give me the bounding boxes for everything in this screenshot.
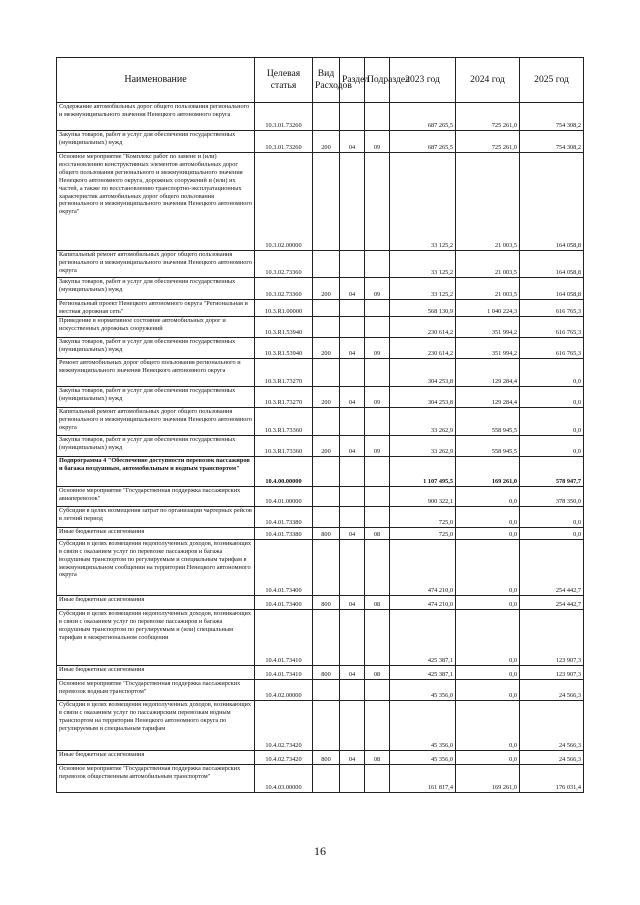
row-value-2024: 0,0 bbox=[456, 595, 520, 609]
row-target-article: 10.3.02.00000 bbox=[255, 153, 313, 251]
row-name: Иные бюджетные ассигнования bbox=[57, 750, 255, 764]
row-expense-type: 800 bbox=[313, 595, 340, 609]
row-section bbox=[340, 316, 365, 337]
row-name: Субсидии в целях возмещения недополученных доходов, возникающих в связи с оказанием услуг по перевозке пассажиров и багажа воздушным транспортом по регулируемым и специальным тарифам в межмуниципальном сообщении на территории Ненецкого автономного округа bbox=[57, 539, 255, 595]
row-section bbox=[340, 679, 365, 700]
row-subsection bbox=[365, 456, 390, 486]
row-section: 04 bbox=[340, 131, 365, 153]
row-value-2025: 123 907,3 bbox=[520, 609, 584, 665]
row-section bbox=[340, 506, 365, 527]
row-value-2023: 33 125,2 bbox=[390, 278, 456, 300]
row-target-article: 10.4.02.73420 bbox=[255, 700, 313, 750]
row-value-2025: 24 566,3 bbox=[520, 750, 584, 764]
row-value-2025: 578 947,7 bbox=[520, 456, 584, 486]
row-name: Иные бюджетные ассигнования bbox=[57, 665, 255, 679]
row-section bbox=[340, 153, 365, 251]
row-name: Закупка товаров, работ и услуг для обеспечения государственных (муниципальных) нужд bbox=[57, 278, 255, 300]
row-name: Закупка товаров, работ и услуг для обеспечения государственных (муниципальных) нужд bbox=[57, 386, 255, 407]
row-target-article: 10.3.R1.73270 bbox=[255, 358, 313, 386]
table-row bbox=[57, 300, 584, 317]
header-year-2025: 2025 год bbox=[520, 58, 584, 103]
row-value-2023: 425 387,1 bbox=[390, 665, 456, 679]
table-row bbox=[57, 750, 584, 764]
table-row bbox=[57, 665, 584, 679]
row-name: Ремонт автомобильных дорог общего пользования регионального и межмуниципального значения Ненецкого автономного округа bbox=[57, 358, 255, 386]
row-name: Содержание автомобильных дорог общего пользования регионального и межмуниципального значения Ненецкого автономного округа bbox=[57, 103, 255, 131]
table-row bbox=[57, 506, 584, 527]
row-subsection bbox=[365, 700, 390, 750]
row-value-2024: 0,0 bbox=[456, 486, 520, 506]
budget-table bbox=[56, 57, 584, 793]
table-row bbox=[57, 595, 584, 609]
table-row bbox=[57, 386, 584, 407]
row-expense-type: 800 bbox=[313, 750, 340, 764]
row-target-article: 10.3.02.73360 bbox=[255, 278, 313, 300]
row-section: 04 bbox=[340, 337, 365, 358]
row-value-2023: 230 614,2 bbox=[390, 337, 456, 358]
row-expense-type bbox=[313, 700, 340, 750]
row-value-2024: 129 284,4 bbox=[456, 358, 520, 386]
row-section bbox=[340, 358, 365, 386]
table-row bbox=[57, 337, 584, 358]
row-name: Основное мероприятие "Государственная поддержка пассажирских авиаперевозок" bbox=[57, 486, 255, 506]
table-row bbox=[57, 153, 584, 251]
row-section bbox=[340, 103, 365, 131]
row-subsection bbox=[365, 506, 390, 527]
row-target-article: 10.3.01.73260 bbox=[255, 131, 313, 153]
header-name: Наименование bbox=[57, 58, 255, 103]
row-value-2025: 0,0 bbox=[520, 358, 584, 386]
row-value-2024: 0,0 bbox=[456, 527, 520, 539]
row-expense-type: 800 bbox=[313, 665, 340, 679]
table-row bbox=[57, 131, 584, 153]
row-subsection bbox=[365, 486, 390, 506]
row-expense-type bbox=[313, 407, 340, 435]
row-expense-type bbox=[313, 300, 340, 317]
row-target-article: 10.4.01.73410 bbox=[255, 665, 313, 679]
row-section bbox=[340, 764, 365, 792]
table-body bbox=[57, 103, 584, 793]
row-value-2025: 164 058,8 bbox=[520, 153, 584, 251]
row-name: Основное мероприятие "Государственная поддержка пассажирских перевозок общественным автомобильным транспортом" bbox=[57, 764, 255, 792]
row-subsection bbox=[365, 764, 390, 792]
row-expense-type: 800 bbox=[313, 527, 340, 539]
row-value-2024: 0,0 bbox=[456, 665, 520, 679]
row-section bbox=[340, 700, 365, 750]
row-value-2023: 687 265,5 bbox=[390, 131, 456, 153]
row-section: 04 bbox=[340, 386, 365, 407]
row-name: Субсидии в целях возмещения недополученных доходов, возникающих в связи с оказанием услуг по пассажирским перевозкам водным транспортом на территории Ненецкого автономного округа по регулируемым и специальным тарифам bbox=[57, 700, 255, 750]
row-value-2024: 0,0 bbox=[456, 700, 520, 750]
row-target-article: 10.4.02.00000 bbox=[255, 679, 313, 700]
row-section: 04 bbox=[340, 595, 365, 609]
row-section bbox=[340, 539, 365, 595]
table-row bbox=[57, 251, 584, 278]
table-row bbox=[57, 609, 584, 665]
row-value-2024: 0,0 bbox=[456, 609, 520, 665]
row-target-article: 10.4.01.00000 bbox=[255, 486, 313, 506]
row-subsection bbox=[365, 300, 390, 317]
row-subsection bbox=[365, 407, 390, 435]
row-value-2023: 900 322,1 bbox=[390, 486, 456, 506]
row-value-2025: 616 765,3 bbox=[520, 316, 584, 337]
row-value-2023: 230 614,2 bbox=[390, 316, 456, 337]
row-value-2024: 21 003,5 bbox=[456, 278, 520, 300]
row-section bbox=[340, 251, 365, 278]
header-section: Раздел bbox=[340, 58, 365, 103]
table-row bbox=[57, 435, 584, 456]
row-value-2023: 304 253,8 bbox=[390, 386, 456, 407]
row-section: 04 bbox=[340, 435, 365, 456]
table-row bbox=[57, 316, 584, 337]
row-value-2024: 21 003,5 bbox=[456, 153, 520, 251]
row-value-2024: 558 945,5 bbox=[456, 435, 520, 456]
row-value-2023: 425 387,1 bbox=[390, 609, 456, 665]
table-row bbox=[57, 679, 584, 700]
row-value-2025: 24 566,3 bbox=[520, 679, 584, 700]
row-subsection bbox=[365, 358, 390, 386]
header-expense-type: Вид Расходов bbox=[313, 58, 340, 103]
row-name: Закупка товаров, работ и услуг для обеспечения государственных (муниципальных) нужд bbox=[57, 435, 255, 456]
row-name: Региональный проект Ненецкого автономного округа "Региональная и местная дорожная сеть" bbox=[57, 300, 255, 317]
row-value-2023: 568 130,9 bbox=[390, 300, 456, 317]
row-expense-type bbox=[313, 486, 340, 506]
row-value-2023: 725,0 bbox=[390, 506, 456, 527]
row-subsection bbox=[365, 316, 390, 337]
row-subsection bbox=[365, 103, 390, 131]
row-subsection: 08 bbox=[365, 750, 390, 764]
table-row bbox=[57, 764, 584, 792]
row-expense-type bbox=[313, 609, 340, 665]
row-value-2024: 725 261,0 bbox=[456, 103, 520, 131]
row-subsection bbox=[365, 679, 390, 700]
row-value-2023: 1 107 495,5 bbox=[390, 456, 456, 486]
row-subsection bbox=[365, 539, 390, 595]
row-value-2024: 0,0 bbox=[456, 679, 520, 700]
table-header-row bbox=[57, 58, 584, 103]
row-subsection: 08 bbox=[365, 595, 390, 609]
row-expense-type bbox=[313, 539, 340, 595]
row-target-article: 10.4.01.73380 bbox=[255, 527, 313, 539]
row-target-article: 10.4.01.73400 bbox=[255, 539, 313, 595]
row-value-2025: 754 308,2 bbox=[520, 131, 584, 153]
row-target-article: 10.4.02.73420 bbox=[255, 750, 313, 764]
header-year-2023: 2023 год bbox=[390, 58, 456, 103]
row-expense-type: 200 bbox=[313, 435, 340, 456]
row-target-article: 10.4.01.73410 bbox=[255, 609, 313, 665]
row-section bbox=[340, 407, 365, 435]
row-target-article: 10.3.02.73360 bbox=[255, 251, 313, 278]
row-value-2024: 558 945,5 bbox=[456, 407, 520, 435]
row-value-2025: 123 907,3 bbox=[520, 665, 584, 679]
row-expense-type: 200 bbox=[313, 386, 340, 407]
table-row bbox=[57, 527, 584, 539]
row-value-2024: 351 994,2 bbox=[456, 337, 520, 358]
row-target-article: 10.4.03.00000 bbox=[255, 764, 313, 792]
row-subsection: 09 bbox=[365, 131, 390, 153]
row-name: Субсидии в целях возмещения недополученных доходов, возникающих в связи с оказанием услуг по перевозке пассажиров и багажа воздушным транспортом по регулируемым и (или) специальным тарифам в межрегиональном сообщении bbox=[57, 609, 255, 665]
row-subsection: 09 bbox=[365, 386, 390, 407]
table-row bbox=[57, 407, 584, 435]
row-expense-type: 200 bbox=[313, 278, 340, 300]
row-value-2024: 0,0 bbox=[456, 750, 520, 764]
row-value-2023: 45 356,0 bbox=[390, 700, 456, 750]
row-section bbox=[340, 300, 365, 317]
row-value-2024: 21 003,5 bbox=[456, 251, 520, 278]
row-value-2025: 176 031,4 bbox=[520, 764, 584, 792]
row-value-2023: 304 253,8 bbox=[390, 358, 456, 386]
row-value-2023: 33 125,2 bbox=[390, 251, 456, 278]
row-value-2025: 616 765,3 bbox=[520, 337, 584, 358]
row-expense-type: 200 bbox=[313, 337, 340, 358]
row-value-2023: 33 262,9 bbox=[390, 435, 456, 456]
row-target-article: 10.3.R1.53940 bbox=[255, 316, 313, 337]
row-subsection: 09 bbox=[365, 435, 390, 456]
row-subsection bbox=[365, 251, 390, 278]
row-expense-type bbox=[313, 358, 340, 386]
row-expense-type bbox=[313, 506, 340, 527]
row-value-2024: 725 261,0 bbox=[456, 131, 520, 153]
row-name: Основное мероприятие "Комплекс работ по замене и (или) восстановлению конструктивных элементов автомобильных дорог общего пользования регионального и межмуниципального значения Ненецкого автономного округа, дорожных сооружений и (или) их частей, а также по восстановлению транспортно-эксплуатационных характеристик автомобильных дорог общего пользования регионального и межмуниципального значения Ненецкого автономного округа" bbox=[57, 153, 255, 251]
row-value-2025: 0,0 bbox=[520, 506, 584, 527]
row-section bbox=[340, 609, 365, 665]
row-value-2025: 24 566,3 bbox=[520, 700, 584, 750]
row-subsection: 08 bbox=[365, 665, 390, 679]
row-value-2025: 0,0 bbox=[520, 386, 584, 407]
row-value-2023: 45 356,0 bbox=[390, 750, 456, 764]
row-value-2023: 725,0 bbox=[390, 527, 456, 539]
row-value-2024: 0,0 bbox=[456, 539, 520, 595]
row-name: Закупка товаров, работ и услуг для обеспечения государственных (муниципальных) нужд bbox=[57, 131, 255, 153]
row-name: Иные бюджетные ассигнования bbox=[57, 595, 255, 609]
row-subsection: 09 bbox=[365, 278, 390, 300]
header-subsection: Подраздел bbox=[365, 58, 390, 103]
row-value-2023: 687 265,5 bbox=[390, 103, 456, 131]
row-subsection: 08 bbox=[365, 527, 390, 539]
row-section: 04 bbox=[340, 750, 365, 764]
row-target-article: 10.4.01.73380 bbox=[255, 506, 313, 527]
row-target-article: 10.3.R1.73270 bbox=[255, 386, 313, 407]
row-value-2023: 161 817,4 bbox=[390, 764, 456, 792]
row-value-2024: 129 284,4 bbox=[456, 386, 520, 407]
row-target-article: 10.3.01.73260 bbox=[255, 103, 313, 131]
row-expense-type bbox=[313, 679, 340, 700]
row-target-article: 10.3.R1.53940 bbox=[255, 337, 313, 358]
row-expense-type bbox=[313, 316, 340, 337]
table-row bbox=[57, 358, 584, 386]
row-value-2024: 169 261,0 bbox=[456, 764, 520, 792]
row-value-2025: 0,0 bbox=[520, 407, 584, 435]
row-value-2025: 0,0 bbox=[520, 527, 584, 539]
table-row bbox=[57, 278, 584, 300]
row-expense-type bbox=[313, 251, 340, 278]
table-row bbox=[57, 103, 584, 131]
row-expense-type: 200 bbox=[313, 131, 340, 153]
row-value-2025: 254 442,7 bbox=[520, 539, 584, 595]
row-section: 04 bbox=[340, 527, 365, 539]
row-name: Иные бюджетные ассигнования bbox=[57, 527, 255, 539]
row-name: Подпрограмма 4 "Обеспечение доступности перевозок пассажиров и багажа воздушным, автомобильным и водным транспортом" bbox=[57, 456, 255, 486]
row-section bbox=[340, 486, 365, 506]
table-row bbox=[57, 539, 584, 595]
row-target-article: 10.4.01.73400 bbox=[255, 595, 313, 609]
row-subsection bbox=[365, 153, 390, 251]
row-value-2025: 164 058,8 bbox=[520, 251, 584, 278]
row-section: 04 bbox=[340, 278, 365, 300]
row-target-article: 10.3.R1.73360 bbox=[255, 407, 313, 435]
row-subsection bbox=[365, 609, 390, 665]
row-expense-type bbox=[313, 764, 340, 792]
row-target-article: 10.3.R1.00000 bbox=[255, 300, 313, 317]
header-target-article: Целевая статья bbox=[255, 58, 313, 103]
row-expense-type bbox=[313, 103, 340, 131]
row-value-2023: 474 210,0 bbox=[390, 595, 456, 609]
row-name: Приведение в нормативное состояние автомобильных дорог и искусственных дорожных сооружений bbox=[57, 316, 255, 337]
row-expense-type bbox=[313, 456, 340, 486]
row-value-2024: 1 040 224,3 bbox=[456, 300, 520, 317]
row-name: Основное мероприятие "Государственная поддержка пассажирских перевозок водным транспортом" bbox=[57, 679, 255, 700]
row-value-2023: 33 125,2 bbox=[390, 153, 456, 251]
row-value-2023: 474 210,0 bbox=[390, 539, 456, 595]
row-value-2024: 0,0 bbox=[456, 506, 520, 527]
row-value-2023: 33 262,9 bbox=[390, 407, 456, 435]
row-value-2025: 754 308,2 bbox=[520, 103, 584, 131]
row-value-2024: 351 994,2 bbox=[456, 316, 520, 337]
row-name: Субсидия в целях возмещения затрат по организации чартерных рейсов в летний период bbox=[57, 506, 255, 527]
row-value-2025: 254 442,7 bbox=[520, 595, 584, 609]
row-name: Капитальный ремонт автомобильных дорог общего пользования регионального и межмуниципального значения Ненецкого автономного округа bbox=[57, 251, 255, 278]
page-number: 16 bbox=[314, 844, 326, 858]
header-year-2024: 2024 год bbox=[456, 58, 520, 103]
row-subsection: 09 bbox=[365, 337, 390, 358]
row-value-2025: 0,0 bbox=[520, 435, 584, 456]
row-name: Закупка товаров, работ и услуг для обеспечения государственных (муниципальных) нужд bbox=[57, 337, 255, 358]
row-value-2025: 378 350,0 bbox=[520, 486, 584, 506]
row-target-article: 10.4.00.00000 bbox=[255, 456, 313, 486]
table-row bbox=[57, 456, 584, 486]
row-target-article: 10.3.R1.73360 bbox=[255, 435, 313, 456]
row-value-2025: 164 058,8 bbox=[520, 278, 584, 300]
table-row bbox=[57, 700, 584, 750]
row-value-2024: 169 261,0 bbox=[456, 456, 520, 486]
table-row bbox=[57, 486, 584, 506]
row-expense-type bbox=[313, 153, 340, 251]
row-section: 04 bbox=[340, 665, 365, 679]
row-value-2023: 45 356,0 bbox=[390, 679, 456, 700]
row-section bbox=[340, 456, 365, 486]
row-value-2025: 616 765,3 bbox=[520, 300, 584, 317]
row-name: Капитальный ремонт автомобильных дорог общего пользования регионального и межмуниципального значения Ненецкого автономного округа bbox=[57, 407, 255, 435]
